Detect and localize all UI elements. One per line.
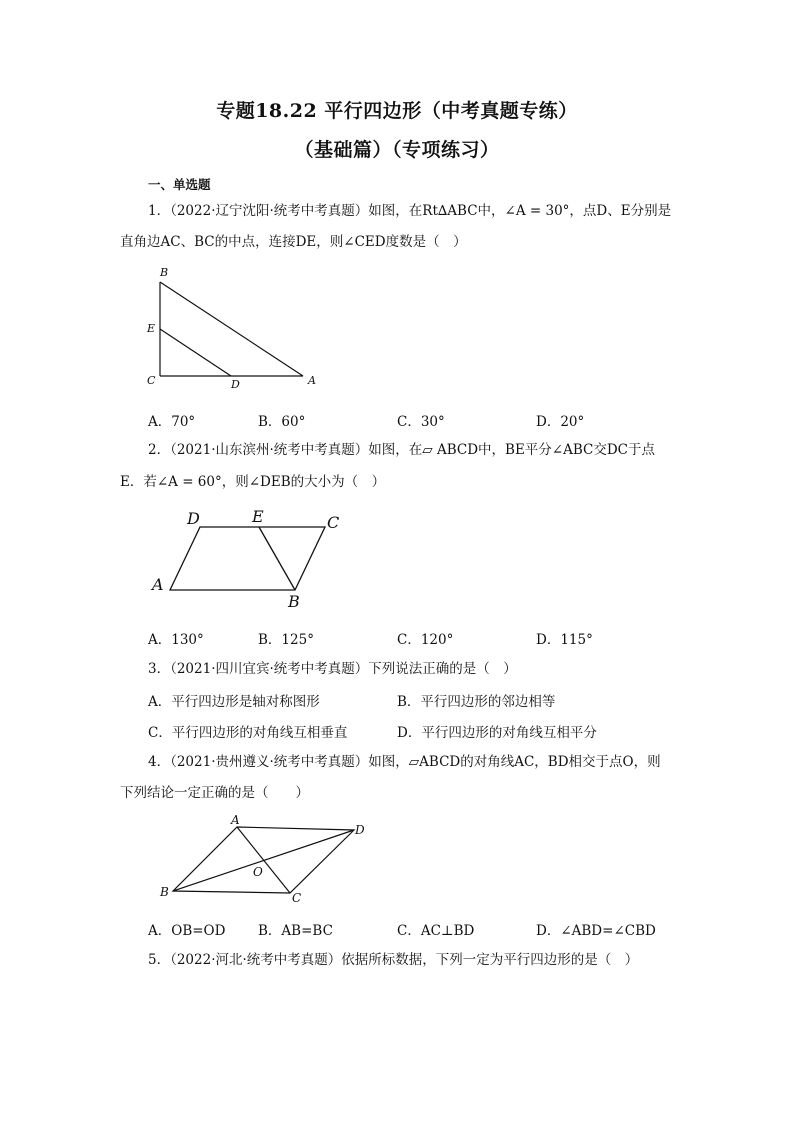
question-2-option-b[interactable]: B．125° bbox=[258, 632, 314, 648]
segment-ed bbox=[160, 329, 231, 376]
label-point-d: D bbox=[231, 378, 240, 391]
question-4-option-d[interactable]: D．∠ABD=∠CBD bbox=[536, 923, 656, 939]
section-heading: 一、单选题 bbox=[148, 177, 211, 192]
label-point-e: E bbox=[147, 322, 156, 335]
question-5-line1: 5．（2022·河北·统考中考真题）依据所标数据，下列一定为平行四边形的是（ ） bbox=[148, 952, 639, 968]
label-point-d: D bbox=[355, 823, 365, 837]
question-3-line1: 3．（2021·四川宜宾·统考中考真题）下列说法正确的是（ ） bbox=[148, 661, 517, 677]
label-point-a: A bbox=[308, 374, 316, 387]
question-2-figure bbox=[145, 504, 355, 614]
label-point-b: B bbox=[160, 885, 169, 899]
label-point-c: C bbox=[147, 374, 156, 387]
segment-ab bbox=[160, 282, 303, 376]
question-4-option-b[interactable]: B．AB=BC bbox=[258, 923, 333, 939]
question-2-option-a[interactable]: A．130° bbox=[148, 632, 204, 648]
question-1-line1: 1．（2022·辽宁沈阳·统考中考真题）如图，在Rt∆ABC中，∠A = 30°，点D、E分别是 bbox=[148, 203, 672, 219]
question-4-option-c[interactable]: C．AC⊥BD bbox=[397, 923, 475, 939]
label-point-c: C bbox=[327, 513, 340, 532]
label-point-c: C bbox=[292, 891, 302, 904]
question-1-line2: 直角边AC、BC的中点，连接DE，则∠CED度数是（ ） bbox=[120, 234, 467, 250]
question-2-option-c[interactable]: C．120° bbox=[397, 632, 454, 648]
label-point-d: D bbox=[187, 509, 200, 528]
label-point-b: B bbox=[160, 266, 169, 279]
label-point-b: B bbox=[288, 592, 300, 611]
label-point-a: A bbox=[152, 575, 164, 594]
question-4-line1: 4．（2021·贵州遵义·统考中考真题）如图，▱ABCD的对角线AC，BD相交于点O，则 bbox=[148, 754, 661, 770]
parallelogram-abcd bbox=[170, 527, 325, 590]
question-1-option-d[interactable]: D．20° bbox=[536, 414, 585, 430]
label-point-o: O bbox=[253, 865, 263, 879]
segment-eb bbox=[259, 527, 295, 590]
page-title-line1: 专题18.22 平行四边形（中考真题专练） bbox=[216, 100, 578, 122]
page-title-line2: （基础篇）（专项练习） bbox=[294, 139, 500, 161]
question-2-line2: E．若∠A = 60°，则∠DEB的大小为（ ） bbox=[120, 474, 386, 490]
question-3-option-b[interactable]: B．平行四边形的邻边相等 bbox=[397, 694, 556, 710]
question-4-line2: 下列结论一定正确的是（ ） bbox=[120, 785, 309, 801]
question-4-option-a[interactable]: A．OB=OD bbox=[148, 923, 226, 939]
question-1-option-b[interactable]: B．60° bbox=[258, 414, 306, 430]
question-4-figure bbox=[150, 810, 380, 904]
label-point-a: A bbox=[231, 813, 240, 827]
question-3-option-a[interactable]: A．平行四边形是轴对称图形 bbox=[148, 694, 320, 710]
question-2-option-d[interactable]: D．115° bbox=[536, 632, 593, 648]
question-3-option-d[interactable]: D．平行四边形的对角线互相平分 bbox=[397, 725, 597, 741]
question-1-option-a[interactable]: A．70° bbox=[148, 414, 196, 430]
question-2-line1: 2．（2021·山东滨州·统考中考真题）如图，在▱ ABCD中，BE平分∠ABC交DC于点 bbox=[148, 442, 656, 458]
question-1-figure bbox=[140, 262, 330, 392]
question-1-option-c[interactable]: C．30° bbox=[397, 414, 445, 430]
diagonal-bd bbox=[173, 830, 354, 891]
question-3-option-c[interactable]: C．平行四边形的对角线互相垂直 bbox=[148, 725, 348, 741]
label-point-e: E bbox=[252, 507, 264, 526]
